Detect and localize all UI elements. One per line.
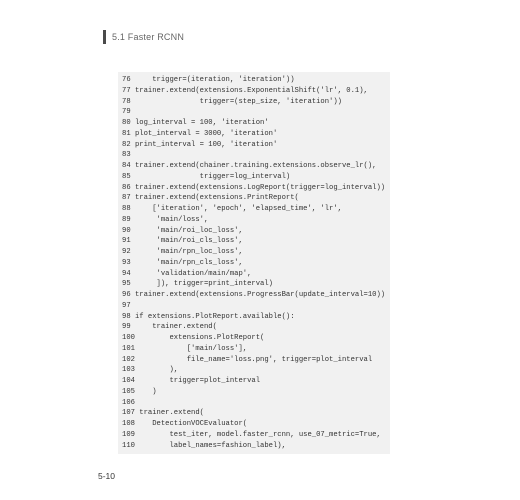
code-line: 98 if extensions.PlotReport.available(): <box>122 312 295 321</box>
code-line: 100 extensions.PlotReport( <box>122 334 265 342</box>
code-line: 81 plot_interval = 3000, 'iteration' <box>122 129 278 138</box>
code-line: 78 trigger=(step_size, 'iteration')) <box>122 97 342 106</box>
code-line: 101 ['main/loss'], <box>122 344 248 353</box>
code-line: 102 file_name='loss.png', trigger=plot_interval <box>122 355 373 364</box>
code-line: 94 'validation/main/map', <box>122 269 252 278</box>
code-line: 83 <box>122 151 131 160</box>
code-line: 103 ), <box>122 366 179 375</box>
code-lines <box>122 75 390 451</box>
code-line: 91 'main/roi_cls_loss', <box>122 237 243 246</box>
code-line: 108 DetectionVOCEvaluator( <box>122 420 248 428</box>
code-line: 79 <box>122 108 131 117</box>
code-line: 104 trigger=plot_interval <box>122 377 261 385</box>
code-line: 76 trigger=(iteration, 'iteration')) <box>122 76 295 84</box>
code-line: 109 test_iter, model.faster_rcnn, use_07_metric=True, <box>122 430 381 439</box>
code-line: 105 ) <box>122 387 157 396</box>
code-line: 95 ]), trigger=print_interval) <box>122 280 273 289</box>
code-line: 85 trigger=log_interval) <box>122 172 291 181</box>
code-line: 89 'main/loss', <box>122 215 209 224</box>
code-line: 87 trainer.extend(extensions.PrintReport( <box>122 194 299 203</box>
code-line: 110 label_names=fashion_label), <box>122 441 286 450</box>
code-line: 99 trainer.extend( <box>122 323 217 332</box>
header-marker-bar <box>103 30 106 44</box>
page-header <box>103 29 184 45</box>
code-line: 86 trainer.extend(extensions.LogReport(trigger=log_interval)) <box>122 183 386 192</box>
code-line: 90 'main/roi_loc_loss', <box>122 226 243 235</box>
code-line: 92 'main/rpn_loc_loss', <box>122 248 243 256</box>
code-line: 96 trainer.extend(extensions.ProgressBar(update_interval=10)) <box>122 291 386 299</box>
section-title: 5.1 Faster RCNN <box>112 32 185 42</box>
code-line: 93 'main/rpn_cls_loss', <box>122 258 243 267</box>
code-line: 77 trainer.extend(extensions.ExponentialShift('lr', 0.1), <box>122 86 368 95</box>
page-number: 5-10 <box>98 471 116 481</box>
code-line: 107 trainer.extend( <box>122 409 204 418</box>
code-line: 80 log_interval = 100, 'iteration' <box>122 119 269 127</box>
code-line: 106 <box>122 398 135 407</box>
code-line: 97 <box>122 301 131 310</box>
code-block <box>118 72 390 454</box>
code-line: 84 trainer.extend(chainer.training.extensions.observe_lr(), <box>122 162 377 170</box>
code-line: 88 ['iteration', 'epoch', 'elapsed_time', 'lr', <box>122 205 342 213</box>
code-line: 82 print_interval = 100, 'iteration' <box>122 140 278 149</box>
